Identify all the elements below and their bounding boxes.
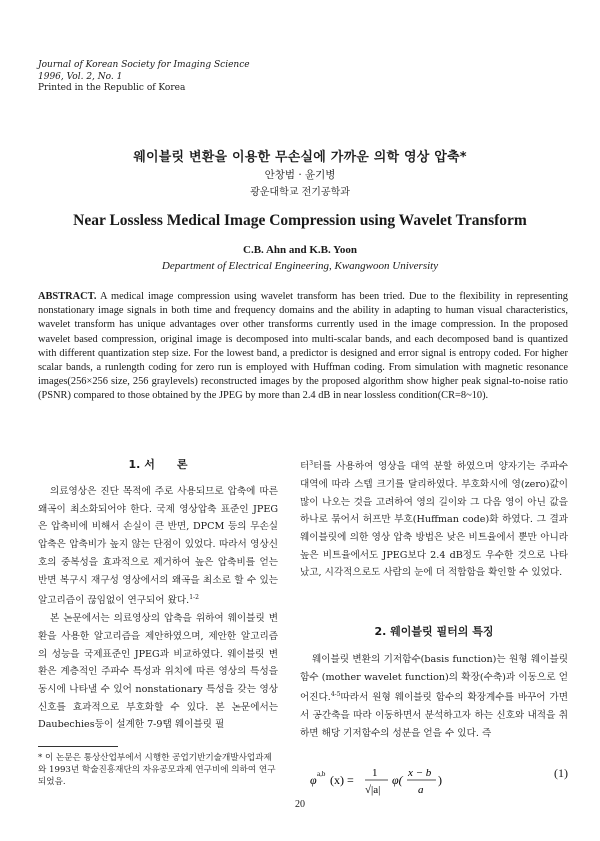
department-english: Department of Electrical Engineering, Kwangwoon University [161, 260, 439, 272]
intro-paragraph-2-continued [300, 455, 568, 582]
eq-phi: φ( [392, 773, 403, 787]
journal-name: Journal of Korean Society for Imaging Science [38, 60, 250, 70]
paper-title-korean: 웨이블릿 변환을 이용한 무손실에 가까운 의학 영상 압축* [133, 150, 467, 165]
intro-paragraph-1 [38, 483, 278, 610]
authors-english: C.B. Ahn and K.B. Yoon [243, 244, 357, 256]
authors-korean: 안창범 · 윤기병 [264, 169, 336, 181]
eq-inner-num: x − b [408, 767, 432, 779]
journal-header [38, 60, 250, 95]
eq-frac-den: √|a| [365, 784, 381, 796]
section2-body [300, 651, 568, 743]
abstract-text: A medical image compression using wavelet transform has been tried. Due to the flexibility in representing nonstationary image signals in both time and frequency domains and the ability in adapting to human visual characteristics, wavelet transform has unique advantages over other transforms currently used in the image compression. In the proposed wavelet based compression, original image is decomposed into multi-scalar bands, and each decomposed band is quantized with different quantization step size. For the lowest band, a predictor is designed and error signal is entropy coded. For higher scalar bands, a runlength coding for zero run is employed with Huffman coding. From simulation with magnetic resonance images(256×256 size, 256 graylevels) reconstructed images by the proposed algorithm show higher peak signal-to-noise ratio (PSNR) compared to those obtained by the JPEG by more than 2.4 dB in near lossless condition(CR=8~10). [38, 291, 568, 402]
paper-title-english: Near Lossless Medical Image Compression using Wavelet Transform [73, 212, 527, 229]
journal-printed: Printed in the Republic of Korea [38, 83, 186, 93]
journal-volume: 1996, Vol. 2, No. 1 [38, 71, 123, 82]
right-column [300, 455, 568, 582]
intro-paragraph-2-cont-text: 터를 사용하여 영상을 대역 분할 하였으며 양자기는 주파수 대역에 따라 스텝 크기를 달리하였다. 부호화시에 영(zero)값이 많이 나오는 것을 고려하여 영의 길이와 그 다음 영이 아닌 값을 하나로 묶어서 허프만 부호(Huffman code)화 하였다. 그 결과 웨이블릿에 의한 영상 압축 방법은 낮은 비트율에서 뿐만 아니라 높은 비트율에서도 JPEG보다 2.4 dB정도 우수한 것으로 나타났고, 시각적으로도 사람의 눈에 더 적합함을 확인할 수 있었다. [300, 461, 568, 579]
section2-p1a: 웨이블릿 변환의 기저함수(basis function)는 원형 웨이블릿 함수 (mother wavelet function)의 확장(수축)과 이동으로 얻어진다. [300, 654, 568, 704]
eq-close: ) [438, 773, 442, 787]
abstract [38, 290, 568, 404]
intro-paragraph-2: 본 논문에서는 의료영상의 압축을 위하여 웨이블릿 변환을 사용한 알고리즘을 제안하였으며, 제안한 알고리즘의 성능을 국제표준인 JPEG과 비교하였다. 웨이블릿 변환은 계층적인 주파수 특성과 위치에 따른 영상의 특성을 동시에 나타낼 수 있어 nonstationary 특성을 갖는 영상신호를 효과적으로 부호화할 수 있다. 본 논문에서는 Daubechies등이 설계한 7-9탭 웨이블릿 필 [38, 613, 278, 731]
section-heading-wavelet: 2. 웨이블릿 필터의 특징 [374, 625, 494, 638]
abstract-label: ABSTRACT. [38, 291, 97, 302]
section2-paragraph-1 [300, 651, 568, 743]
eq-inner-den: a [418, 784, 424, 796]
intro-ref-3: 3 [309, 460, 314, 467]
intro-paragraph-1-text: 의료영상은 진단 목적에 주로 사용되므로 압축에 따른 왜곡이 최소화되어야 한다. 국제 영상압축 표준인 JPEG은 압축비에 비해서 손실이 큰 반면, DPCM 등의 무손실 압축은 압축비가 높지 않는 단점이 있었다. 따라서 영상신호의 중복성을 효과적으로 제거하여 높은 압축비를 얻는 반면 복구시 재구성 영상에서의 왜곡을 최소로 할 수 있는 알고리즘이 끊임없이 연구되어 왔다. [38, 486, 278, 607]
equation-1 [300, 756, 568, 796]
eq-frac-num: 1 [372, 767, 378, 779]
equation-number: (1) [554, 766, 568, 780]
equation-svg [310, 762, 460, 798]
left-column [38, 483, 278, 734]
section-heading-introduction: 1. 서 론 [128, 458, 188, 471]
section2-ref: 4-5 [330, 691, 341, 699]
eq-arg: (x) = [330, 773, 354, 787]
intro-p2-prefix: 터 [300, 461, 310, 473]
intro-ref-1: 1-2 [189, 594, 199, 602]
department-korean: 광운대학교 전기공학과 [250, 187, 350, 198]
eq-lhs: φ [310, 773, 317, 787]
equation-body [310, 762, 460, 802]
section2-p1b: 따라서 원형 웨이블릿 함수의 확장계수를 바꾸어 가면서 공간축을 따라 이동하면서 분석하고자 하는 신호와 내적을 취하면 해당 기저함수의 성분을 얻을 수 있다. 즉 [300, 692, 568, 739]
footnote-rule [38, 746, 118, 747]
eq-sup: a,b [317, 770, 326, 778]
footnote: * 이 논문은 통상산업부에서 시행한 공업기반기술개발사업과제와 1993년 학술진흥재단의 자유공모과제 연구비에 의하여 연구되었음. [38, 753, 276, 787]
page-number: 20 [295, 799, 305, 810]
